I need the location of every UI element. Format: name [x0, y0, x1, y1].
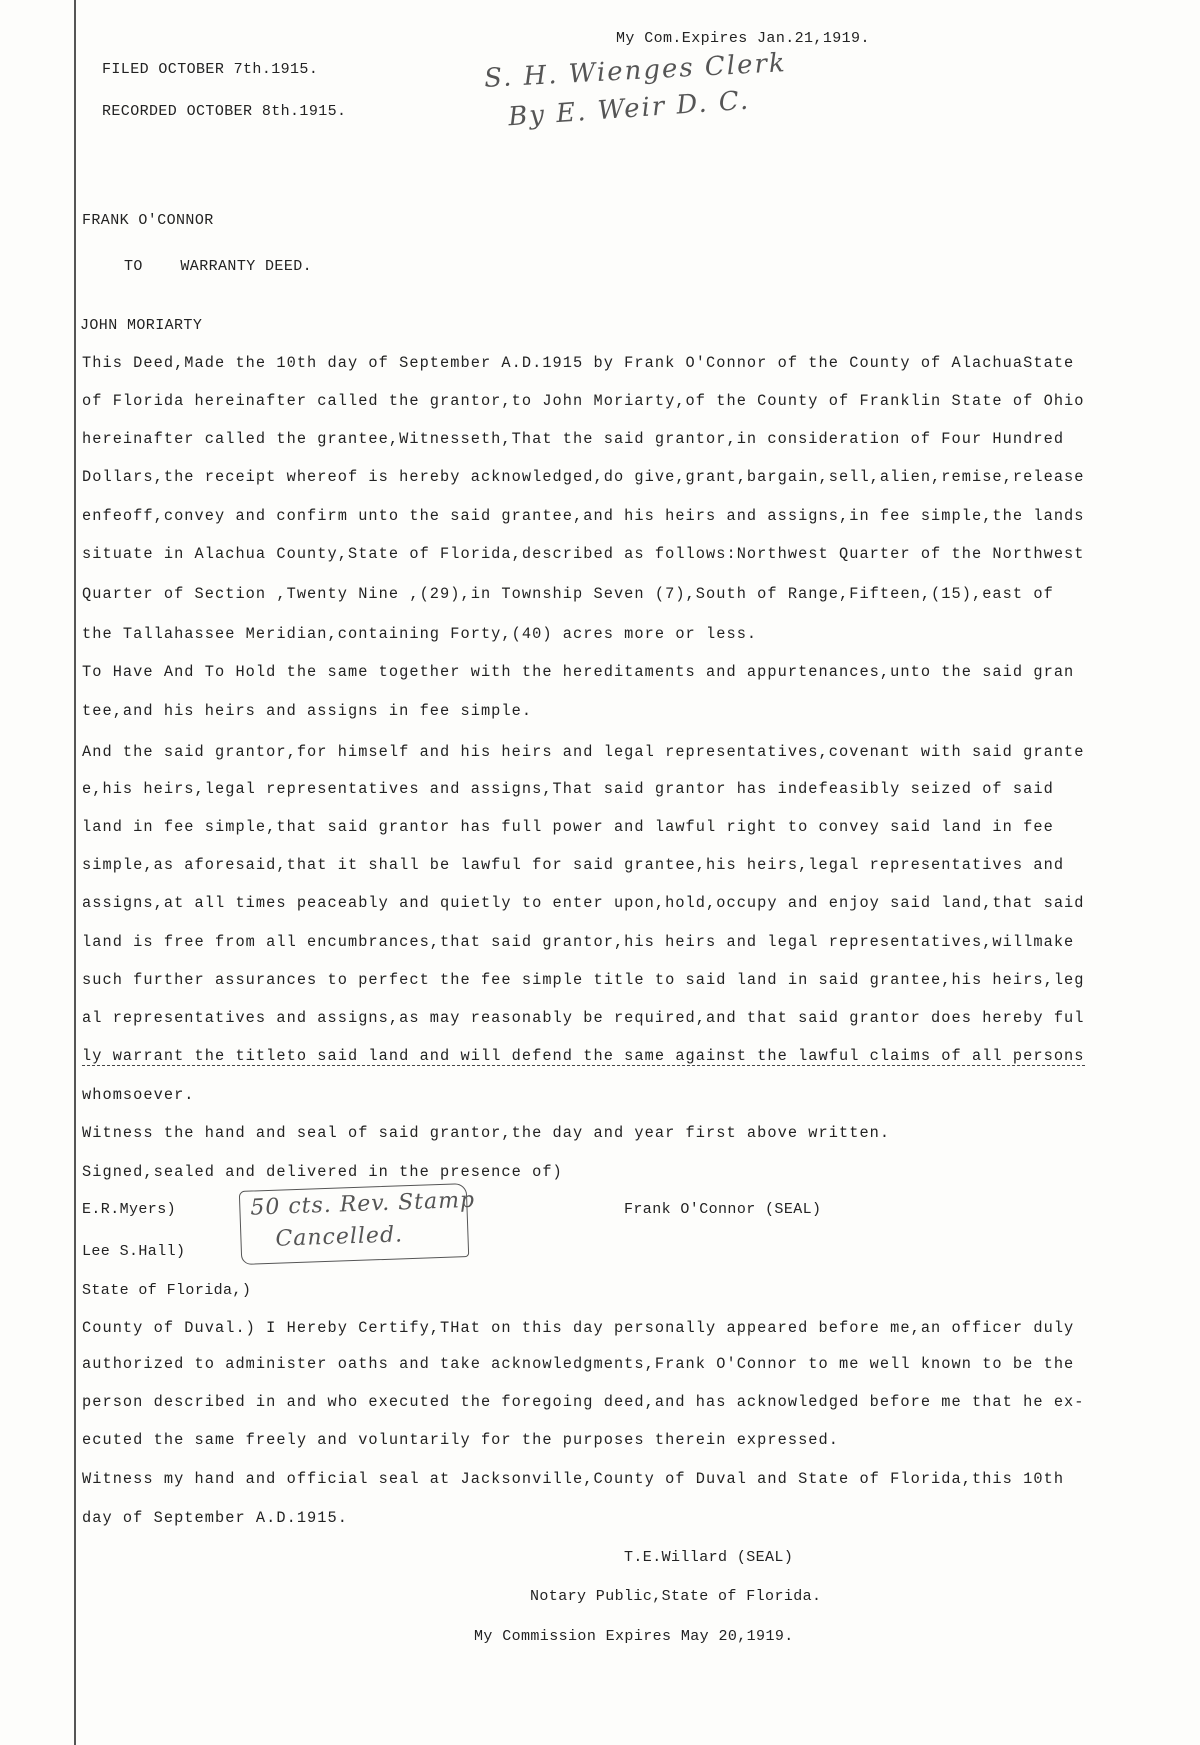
ack-line: authorized to administer oaths and take acknowledgments,Frank O'Connor to me well known to be the [82, 1355, 1075, 1373]
filed-date: FILED OCTOBER 7th.1915. [102, 61, 319, 78]
deed-body-line: To Have And To Hold the same together with the hereditaments and appurtenances,unto the said gran [82, 663, 1075, 681]
commission-expires-top: My Com.Expires Jan.21,1919. [616, 30, 870, 47]
clerk-signature: S. H. Wienges Clerk [483, 48, 788, 94]
ack-line: County of Duval.) I Hereby Certify,THat on this day personally appeared before me,an officer duly [82, 1319, 1075, 1337]
deed-body-line: of Florida hereinafter called the grantor,to John Moriarty,of the County of Franklin State of Ohio [82, 392, 1085, 410]
deed-body-line: situate in Alachua County,State of Florida,described as follows:Northwest Quarter of the Northwest [82, 545, 1085, 563]
ack-line: ecuted the same freely and voluntarily for the purposes therein expressed. [82, 1431, 839, 1449]
grantor-signature: Frank O'Connor (SEAL) [624, 1201, 822, 1218]
deed-body-line: Signed,sealed and delivered in the presence of) [82, 1163, 563, 1181]
deed-body-line: land is free from all encumbrances,that said grantor,his heirs and legal representatives,willmake [82, 933, 1075, 951]
ack-line: person described in and who executed the foregoing deed,and has acknowledged before me that he ex- [82, 1393, 1085, 1411]
notary-title: Notary Public,State of Florida. [530, 1588, 822, 1605]
deed-body-line: simple,as aforesaid,that it shall be lawful for said grantee,his heirs,legal representatives and [82, 856, 1065, 874]
witness-1: E.R.Myers) [82, 1201, 177, 1218]
deed-type: TO WARRANTY DEED. [124, 258, 313, 275]
ack-line: Witness my hand and official seal at Jacksonville,County of Duval and State of Florida,this 10th [82, 1470, 1065, 1488]
deed-body-line: This Deed,Made the 10th day of September A.D.1915 by Frank O'Connor of the County of AlachuaState [82, 354, 1075, 372]
deed-body-line: assigns,at all times peaceably and quietly to enter upon,hold,occupy and enjoy said land,that said [82, 894, 1085, 912]
revenue-stamp-note [239, 1183, 476, 1265]
deed-body-line: e,his heirs,legal representatives and assigns,That said grantor has indefeasibly seized of said [82, 780, 1054, 798]
recorded-date: RECORDED OCTOBER 8th.1915. [102, 103, 347, 120]
ack-line: day of September A.D.1915. [82, 1509, 348, 1527]
deed-body-line: tee,and his heirs and assigns in fee simple. [82, 702, 533, 720]
deed-body-line: Dollars,the receipt whereof is hereby acknowledged,do give,grant,bargain,sell,alien,remise,release [82, 468, 1085, 486]
deed-body-line: land in fee simple,that said grantor has full power and lawful right to convey said land in fee [82, 818, 1054, 836]
deed-body-line: Quarter of Section ,Twenty Nine ,(29),in Township Seven (7),South of Range,Fifteen,(15),east of [82, 585, 1054, 603]
deed-body-line: hereinafter called the grantee,Witnesseth,That the said grantor,in consideration of Four Hundred [82, 430, 1065, 448]
deed-body-line: al representatives and assigns,as may reasonably be required,and that said grantor does hereby ful [82, 1009, 1085, 1027]
deed-body-line: whomsoever. [82, 1086, 195, 1104]
stamp-line-1: 50 cts. Rev. Stamp [249, 1187, 476, 1221]
deed-body-line: And the said grantor,for himself and his heirs and legal representatives,covenant with said grante [82, 743, 1085, 761]
notary-commission: My Commission Expires May 20,1919. [474, 1628, 794, 1645]
ack-state: State of Florida,) [82, 1282, 252, 1299]
stamp-line-2: Cancelled. [275, 1222, 404, 1252]
grantee-name: JOHN MORIARTY [80, 317, 203, 334]
deed-body-line: the Tallahassee Meridian,containing Forty,(40) acres more or less. [82, 625, 758, 643]
deed-body-line: ly warrant the titleto said land and will defend the same against the lawful claims of all persons [82, 1047, 1085, 1065]
witness-2: Lee S.Hall) [82, 1243, 186, 1260]
deputy-clerk-signature: By E. Weir D. C. [507, 85, 752, 133]
deed-body-line: such further assurances to perfect the fee simple title to said land in said grantee,his heirs,leg [82, 971, 1085, 989]
deed-body-line: Witness the hand and seal of said grantor,the day and year first above written. [82, 1124, 891, 1142]
left-margin-line [74, 0, 76, 1745]
deed-body-line: enfeoff,convey and confirm unto the said grantee,and his heirs and assigns,in fee simple,the lands [82, 507, 1085, 525]
grantor-name: FRANK O'CONNOR [82, 212, 214, 229]
notary-name: T.E.Willard (SEAL) [624, 1549, 794, 1566]
